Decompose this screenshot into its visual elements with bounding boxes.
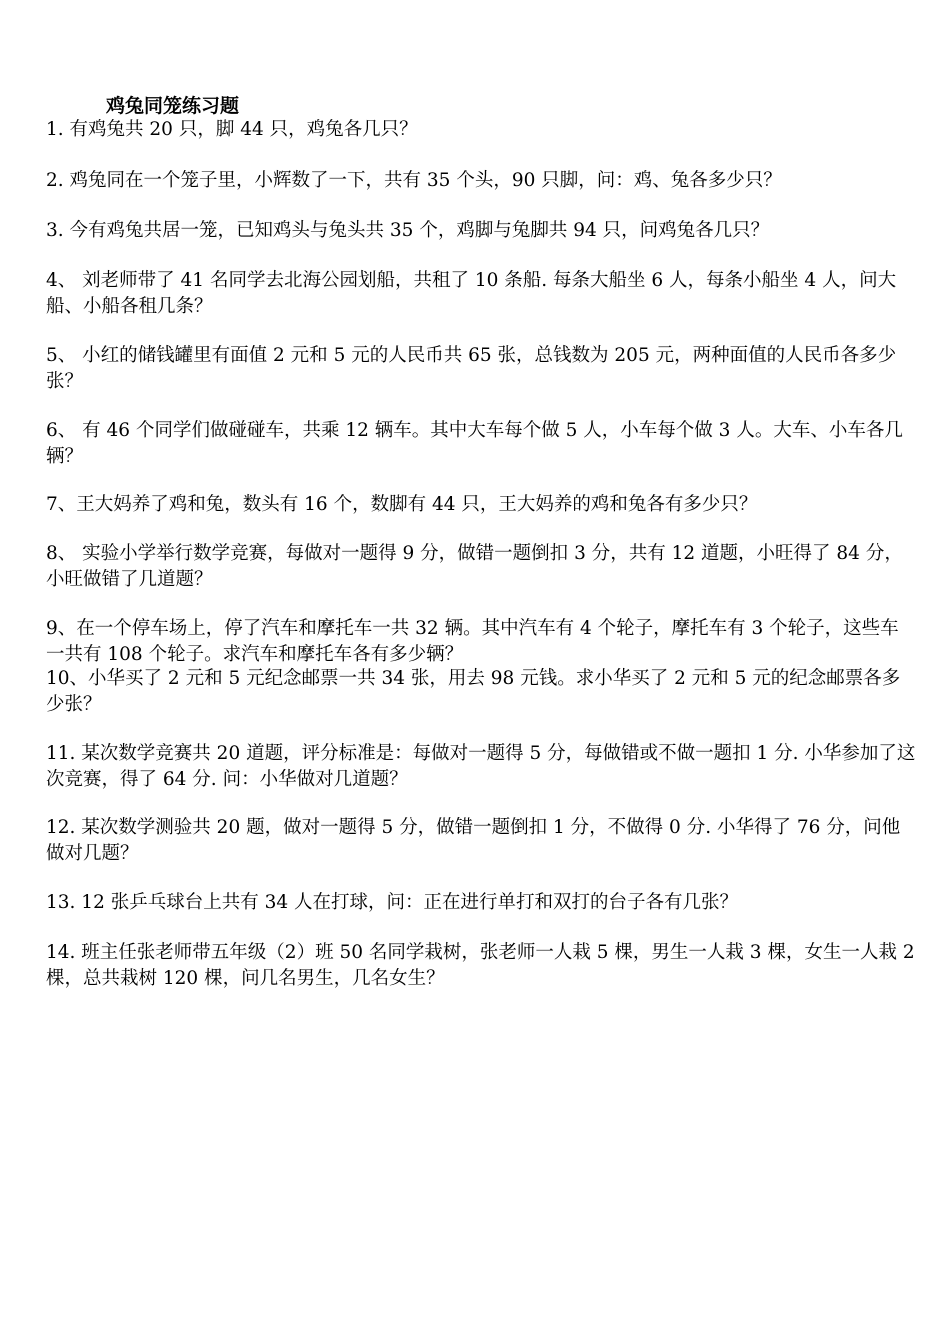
question-5: 5、 小红的储钱罐里有面值 2 元和 5 元的人民币共 65 张，总钱数为 205 元，两种面值的人民币各多少张？ xyxy=(46,345,897,392)
question-3: 3. 今有鸡兔共居一笼，已知鸡头与兔头共 35 个，鸡脚与兔脚共 94 只，问鸡兔各几只？ xyxy=(46,220,770,241)
question-2: 2. 鸡兔同在一个笼子里，小辉数了一下，共有 35 个头，90 只脚，问：鸡、兔各多少只？ xyxy=(46,170,782,191)
question-6: 6、 有 46 个同学们做碰碰车，共乘 12 辆车。其中大车每个做 5 人，小车每个做 3 人。大车、小车各几辆？ xyxy=(46,420,903,467)
question-7: 7、王大妈养了鸡和兔，数头有 16 个，数脚有 44 只，王大妈养的鸡和兔各有多少只？ xyxy=(46,494,758,515)
question-1: 1. 有鸡兔共 20 只，脚 44 只，鸡兔各几只？ xyxy=(46,119,418,140)
question-10: 10、小华买了 2 元和 5 元纪念邮票一共 34 张，用去 98 元钱。求小华买了 2 元和 5 元的纪念邮票各多少张？ xyxy=(46,668,901,715)
question-11: 11. 某次数学竞赛共 20 道题，评分标准是：每做对一题得 5 分，每做错或不做一题扣 1 分. 小华参加了这次竞赛，得了 64 分. 问：小华做对几道题？ xyxy=(46,743,916,790)
page-title: 鸡兔同笼练习题 xyxy=(106,95,240,117)
question-13: 13. 12 张乒乓球台上共有 34 人在打球，问：正在进行单打和双打的台子各有几张？ xyxy=(46,892,739,913)
question-9: 9、在一个停车场上，停了汽车和摩托车一共 32 辆。其中汽车有 4 个轮子，摩托车有 3 个轮子，这些车一共有 108 个轮子。求汽车和摩托车各有多少辆？ xyxy=(46,618,899,665)
question-14: 14. 班主任张老师带五年级（2）班 50 名同学栽树，张老师一人栽 5 棵，男生一人栽 3 棵，女生一人栽 2 棵，总共栽树 120 棵，问几名男生，几名女生？ xyxy=(46,942,915,989)
question-12: 12. 某次数学测验共 20 题，做对一题得 5 分，做错一题倒扣 1 分，不做得 0 分. 小华得了 76 分，问他做对几题？ xyxy=(46,817,901,864)
question-4: 4、 刘老师带了 41 名同学去北海公园划船，共租了 10 条船. 每条大船坐 6 人，每条小船坐 4 人，问大船、小船各租几条？ xyxy=(46,270,897,317)
question-8: 8、 实验小学举行数学竞赛，每做对一题得 9 分，做错一题倒扣 3 分，共有 12 道题，小旺得了 84 分，小旺做错了几道题？ xyxy=(46,543,903,590)
